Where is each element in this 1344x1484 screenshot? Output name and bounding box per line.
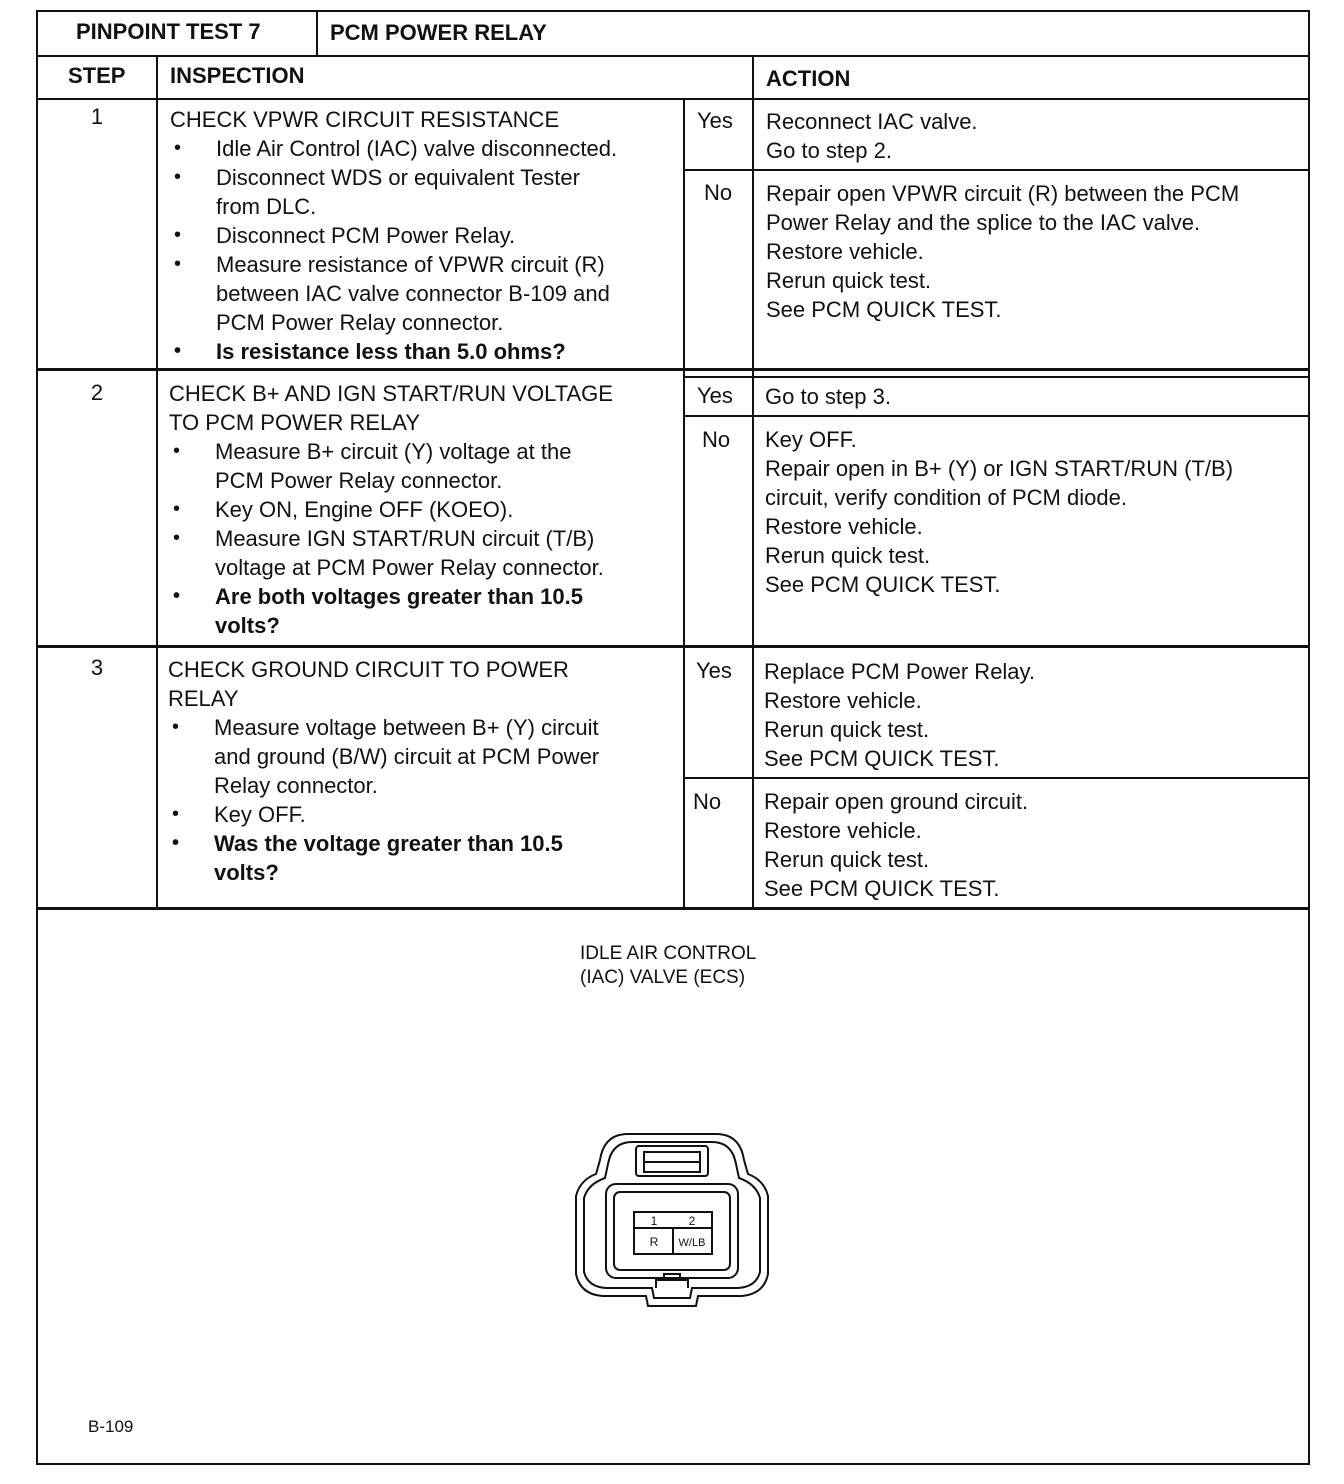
inspection-question: • Are both voltages greater than 10.5 volts? <box>169 582 604 640</box>
inspection-list <box>170 134 617 366</box>
bottom-latch <box>656 1280 688 1288</box>
step-number: 1 <box>90 104 104 129</box>
inspection-item: • Key ON, Engine OFF (KOEO). <box>169 495 604 524</box>
test-label: PINPOINT TEST 7 <box>76 19 261 44</box>
inspection-item: • Idle Air Control (IAC) valve disconnected. <box>170 134 617 163</box>
test-title: PCM POWER RELAY <box>330 20 547 45</box>
inspection-item: • Measure resistance of VPWR circuit (R) between IAC valve connector B-109 and PCM Power Relay connector. <box>170 250 617 337</box>
yes-action: Replace PCM Power Relay. Restore vehicle. Rerun quick test. See PCM QUICK TEST. <box>764 659 1036 771</box>
inspection-list <box>169 437 604 640</box>
inspection-item: • Key OFF. <box>168 800 599 829</box>
inspection-item: • Measure voltage between B+ (Y) circuit and ground (B/W) circuit at PCM Power Relay connector. <box>168 713 599 800</box>
yes-label: Yes <box>697 108 733 133</box>
inspection-item: • Measure B+ circuit (Y) voltage at the PCM Power Relay connector. <box>169 437 604 495</box>
no-label: No <box>702 427 731 452</box>
wire-2-label: W/LB <box>678 1237 706 1249</box>
inspection-list <box>168 713 599 887</box>
step-number: 2 <box>90 380 104 405</box>
column-step: STEP <box>68 63 126 88</box>
column-inspection: INSPECTION <box>170 63 305 88</box>
inspection-item: • Disconnect WDS or equivalent Tester from DLC. <box>170 163 617 221</box>
no-label: No <box>693 789 722 814</box>
step-title: CHECK VPWR CIRCUIT RESISTANCE <box>170 107 560 132</box>
yes-label: Yes <box>696 658 732 683</box>
no-action: Repair open VPWR circuit (R) between the PCM Power Relay and the splice to the IAC valve. Restore vehicle. Rerun quick test. See PCM QUICK TEST. <box>766 181 1240 322</box>
pin-1-label: 1 <box>650 1214 658 1228</box>
inspection-question: • Was the voltage greater than 10.5 volts? <box>168 829 599 887</box>
no-action: Repair open ground circuit. Restore vehicle. Rerun quick test. See PCM QUICK TEST. <box>764 789 1029 901</box>
no-action: Key OFF. Repair open in B+ (Y) or IGN START/RUN (T/B) circuit, verify condition of PCM diode. Restore vehicle. Rerun quick test. See PCM QUICK TEST. <box>765 427 1234 597</box>
inspection-item: • Disconnect PCM Power Relay. <box>170 221 617 250</box>
wire-1-label: R <box>649 1235 659 1249</box>
yes-action: Go to step 3. <box>765 384 891 409</box>
inspection-item: • Measure IGN START/RUN circuit (T/B) voltage at PCM Power Relay connector. <box>169 524 604 582</box>
step-title: CHECK B+ AND IGN START/RUN VOLTAGE TO PCM POWER RELAY <box>169 381 613 435</box>
pinpoint-test-sheet <box>36 10 1310 1465</box>
step-title: CHECK GROUND CIRCUIT TO POWER RELAY <box>168 657 569 711</box>
figure-caption: IDLE AIR CONTROL (IAC) VALVE (ECS) <box>580 943 757 988</box>
yes-label: Yes <box>697 383 733 408</box>
column-action: ACTION <box>766 66 851 91</box>
connector-reference: B-109 <box>88 1417 134 1436</box>
yes-action: Reconnect IAC valve. Go to step 2. <box>766 109 978 163</box>
step-number: 3 <box>90 655 104 680</box>
inspection-question: • Is resistance less than 5.0 ohms? <box>170 337 617 366</box>
iac-valve-connector-diagram <box>572 1124 772 1314</box>
no-label: No <box>704 180 733 205</box>
pin-2-label: 2 <box>688 1214 696 1228</box>
